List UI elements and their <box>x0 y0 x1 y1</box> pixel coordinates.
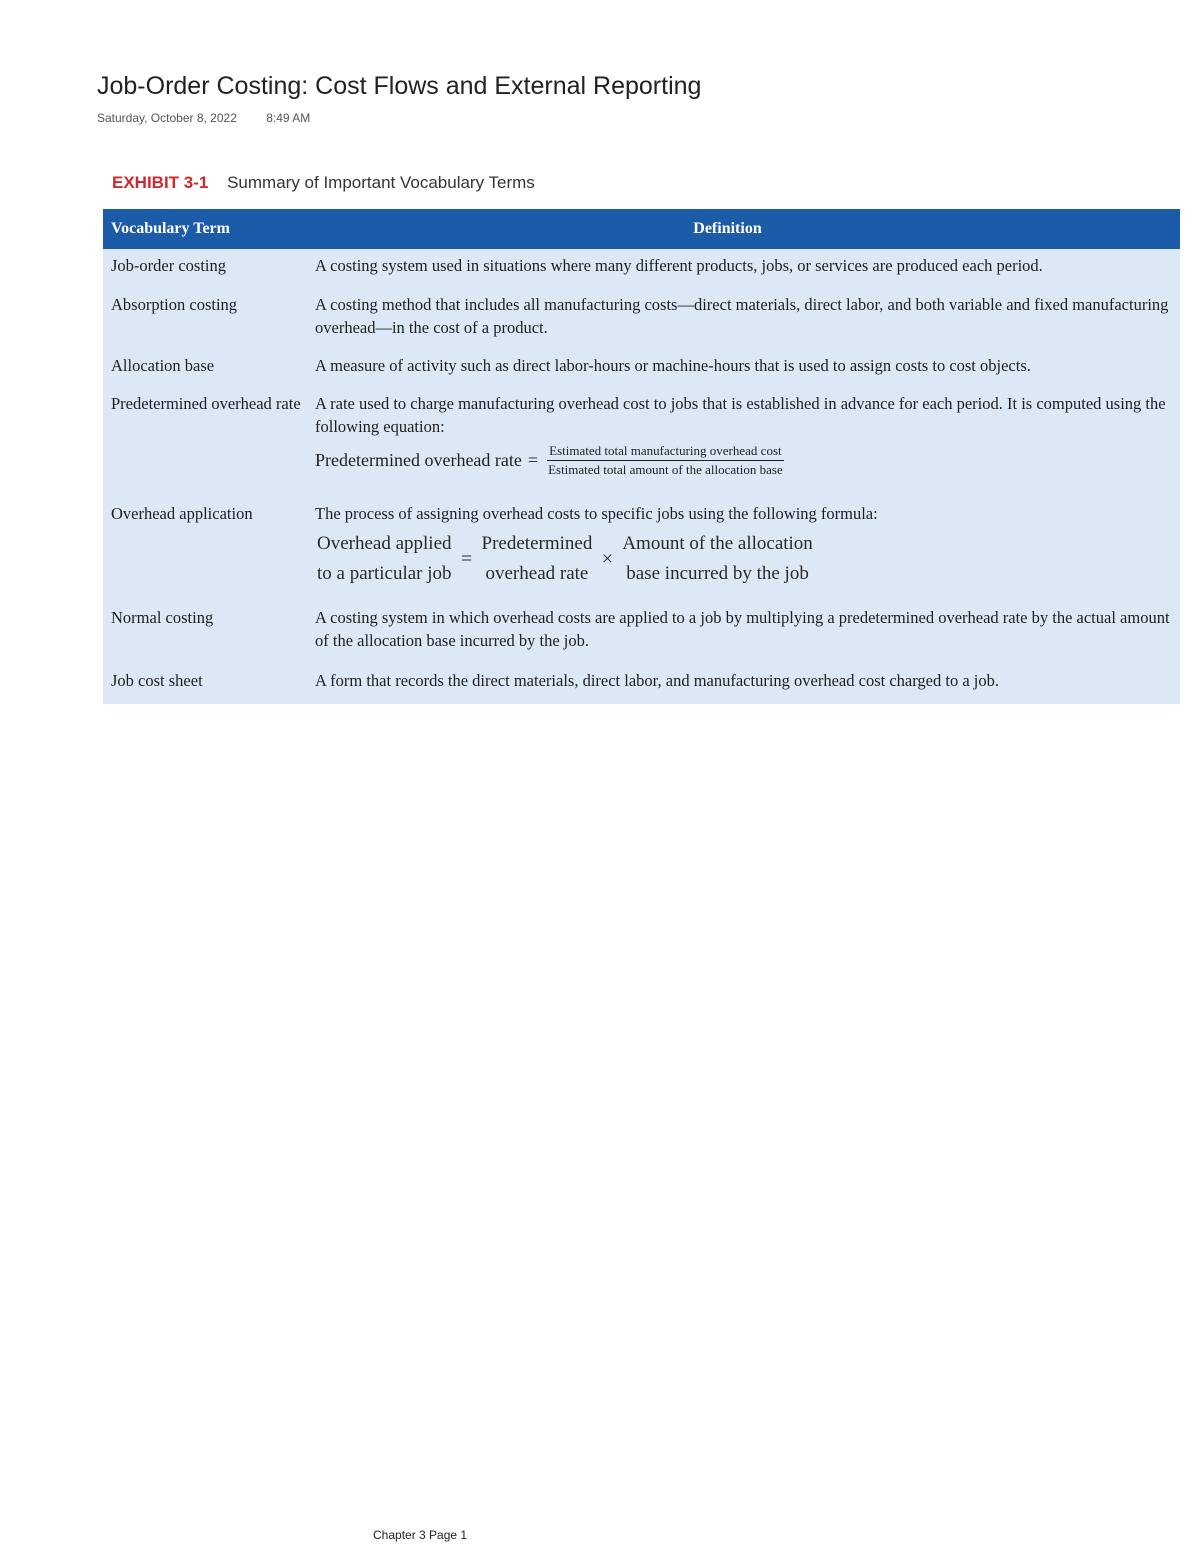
row-definition: A costing system in which overhead costs are applied to a job by multiplying a predetermined overhead rate by the actual amount of the allocation base incurred by the job. <box>315 608 1170 650</box>
row-definition: The process of assigning overhead costs to specific jobs using the following formula: <box>315 504 878 523</box>
row-definition: A measure of activity such as direct labor-hours or machine-hours that is used to assign costs to cost objects. <box>315 356 1031 375</box>
header-definition: Definition <box>693 220 762 237</box>
row-term: Overhead application <box>111 504 253 523</box>
formula-mid-line1: Predetermined <box>481 533 593 554</box>
table-row <box>103 349 1180 387</box>
overhead-applied-formula <box>317 529 813 589</box>
row-term: Allocation base <box>111 356 215 375</box>
exhibit-title: Summary of Important Vocabulary Terms <box>227 173 535 192</box>
overhead-rate-formula <box>315 443 785 478</box>
formula-numerator: Estimated total manufacturing overhead cost <box>547 443 783 461</box>
formula-rhs <box>622 529 812 589</box>
page-date: Saturday, October 8, 2022 <box>97 111 237 125</box>
table-row <box>103 668 1180 704</box>
table-row <box>103 498 1180 606</box>
table-header <box>103 209 1180 249</box>
table-row <box>103 387 1180 498</box>
page-footer: Chapter 3 Page 1 <box>373 1528 468 1542</box>
formula-equals: = <box>460 547 473 570</box>
vocabulary-table <box>103 209 1180 704</box>
formula-rhs-line1: Amount of the allocation <box>622 533 813 554</box>
row-term: Job cost sheet <box>111 671 203 690</box>
formula-equals: = <box>527 450 539 470</box>
table-row <box>103 288 1180 349</box>
formula-lhs <box>317 529 452 589</box>
row-term: Absorption costing <box>111 295 238 314</box>
row-term: Job-order costing <box>111 256 227 275</box>
formula-lhs-line1: Overhead applied <box>317 533 452 554</box>
formula-fraction <box>546 443 785 478</box>
formula-mid-line2: overhead rate <box>485 563 589 584</box>
row-definition: A costing system used in situations where many different products, jobs, or services are produced each period. <box>315 256 1043 275</box>
row-definition: A form that records the direct materials, direct labor, and manufacturing overhead cost charged to a job. <box>315 671 999 690</box>
page-time: 8:49 AM <box>266 111 311 125</box>
header-term: Vocabulary Term <box>111 220 230 237</box>
formula-mid <box>482 529 593 589</box>
formula-times: × <box>601 547 613 570</box>
exhibit-label: EXHIBIT 3-1 <box>112 173 209 192</box>
page-title: Job-Order Costing: Cost Flows and External Reporting <box>97 72 702 100</box>
table-row <box>103 606 1180 668</box>
formula-denominator: Estimated total amount of the allocation base <box>548 462 783 477</box>
row-term: Predetermined overhead rate <box>111 394 301 413</box>
page-timestamp <box>97 111 310 125</box>
row-definition: A costing method that includes all manufacturing costs—direct materials, direct labor, and both variable and fixed manufacturing overhead—in the cost of a product. <box>315 295 1169 337</box>
exhibit-caption <box>112 173 535 193</box>
row-term: Normal costing <box>111 608 214 627</box>
formula-rhs-line2: base incurred by the job <box>626 563 809 584</box>
formula-lhs-line2: to a particular job <box>317 563 452 584</box>
row-definition: A rate used to charge manufacturing overhead cost to jobs that is established in advance for each period. It is computed using the following equation: <box>315 394 1166 436</box>
formula-lhs: Predetermined overhead rate <box>315 450 522 470</box>
table-row <box>103 249 1180 288</box>
